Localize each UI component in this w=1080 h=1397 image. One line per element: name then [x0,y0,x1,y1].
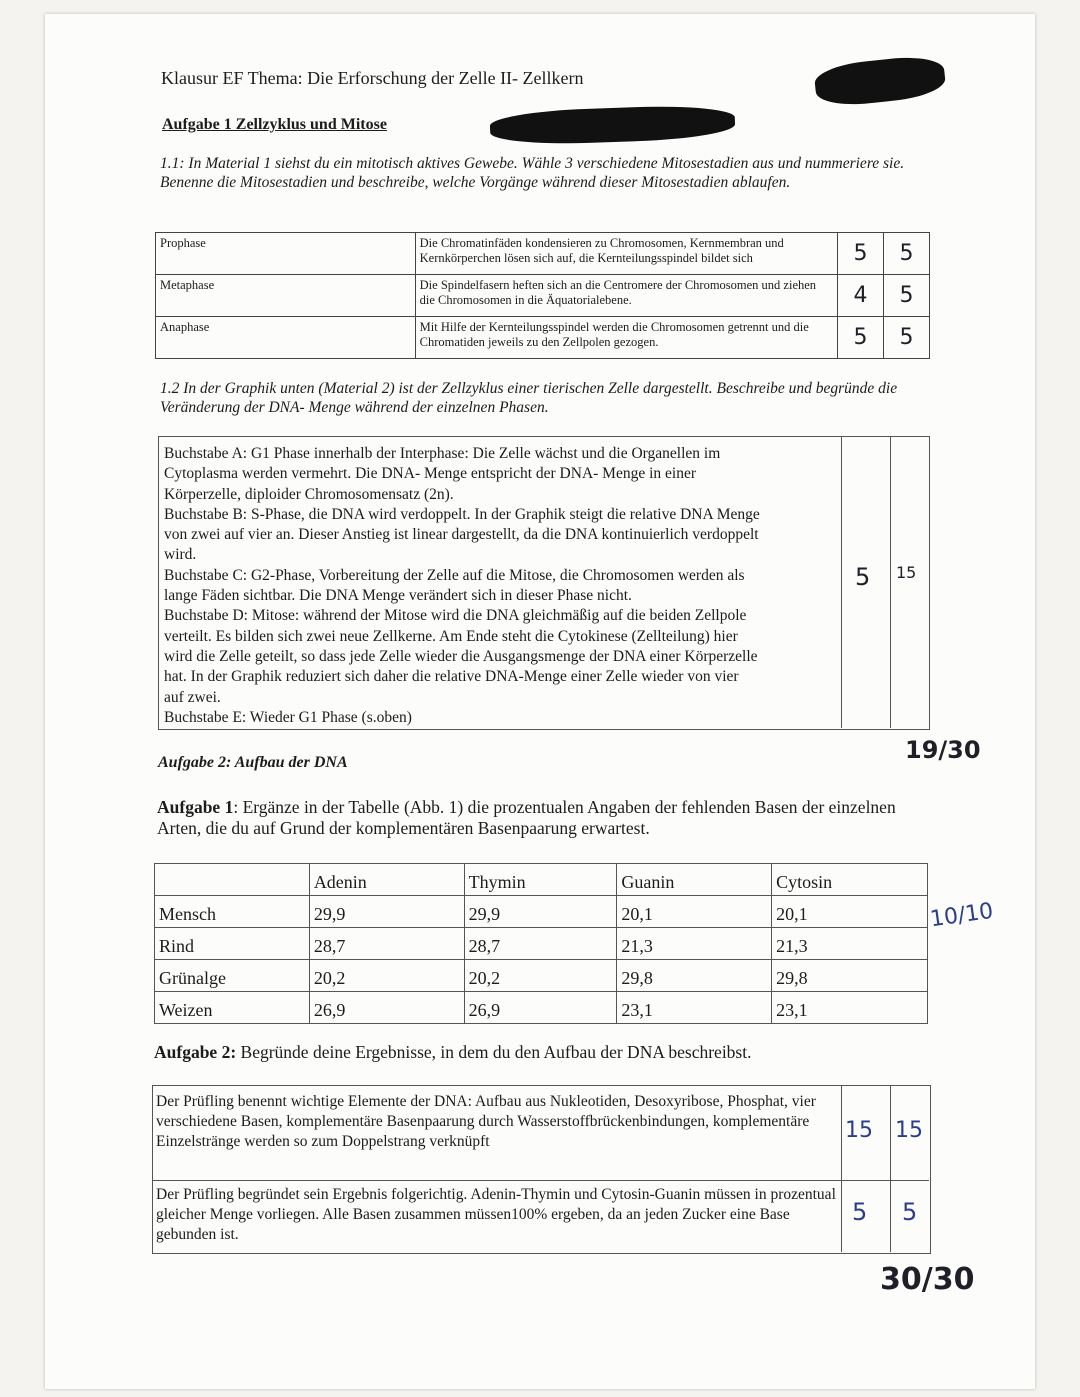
table-row [156,275,930,317]
score: 4 [838,275,884,317]
answer-max-score: 15 [896,563,917,582]
criterion-max-score: 15 [895,1118,923,1143]
species-cell: Weizen [155,992,310,1024]
table-score: 10/10 [928,898,995,933]
criteria-box-divider [890,1085,891,1252]
value-cell: 28,7 [464,928,617,960]
answer-line: lange Fäden sichtbar. Die DNA Menge verändert sich in dieser Phase nicht. [164,587,632,605]
criterion-score: 5 [852,1198,868,1226]
criteria-box-divider [841,1085,842,1252]
column-header: Thymin [464,864,617,896]
phase-description: Mit Hilfe der Kernteilungsspindel werden die Chromosomen getrennt und die Chromatiden jeweils zu den Zellpolen gezogen. [415,317,837,359]
score: 5 [838,233,884,275]
column-header: Cytosin [772,864,928,896]
aufgabe2-total-score: 30/30 [880,1262,975,1297]
answer-text [164,444,844,728]
criteria-row-divider [152,1180,929,1181]
answer-line: hat. In der Graphik reduziert sich daher die relative DNA-Menge einer Zelle wieder von vier [164,668,739,686]
answer-line: wird die Zelle geteilt, so dass jede Zelle wieder die Ausgangsmenge der DNA einer Körperzelle [164,647,758,665]
species-cell: Grünalge [155,960,310,992]
aufgabe1-heading: Aufgabe 1 Zellzyklus und Mitose [162,116,387,133]
value-cell: 23,1 [772,992,928,1024]
aufgabe2-heading: Aufgabe 2: Aufbau der DNA [158,754,348,771]
table-header-row [155,864,928,896]
value-cell: 26,9 [464,992,617,1024]
answer-line: Buchstabe A: G1 Phase innerhalb der Interphase: Die Zelle wächst und die Organellen im [164,445,721,462]
value-cell: 21,3 [772,928,928,960]
column-header: Guanin [617,864,772,896]
answer-line: Cytoplasma werden vermehrt. Die DNA- Menge entspricht der DNA- Menge in einer [164,465,697,483]
phase-description: Die Spindelfasern heften sich an die Centromere der Chromosomen und ziehen die Chromosomen in die Äquatorialebene. [415,275,837,317]
max-score: 5 [884,233,930,275]
aufgabe2-sub1-text [157,797,917,839]
phase-name: Prophase [156,233,416,275]
value-cell: 26,9 [309,992,464,1024]
column-header [155,864,310,896]
value-cell: 28,7 [309,928,464,960]
column-header: Adenin [309,864,464,896]
value-cell: 23,1 [617,992,772,1024]
value-cell: 29,9 [464,896,617,928]
table-row [156,233,930,275]
value-cell: 21,3 [617,928,772,960]
sub2-label: Aufgabe 2: [154,1042,237,1062]
answer-box-divider [890,436,891,728]
answer-line: verteilt. Es bilden sich zwei neue Zellkerne. Am Ende steht die Cytokinese (Zellteilung) hier [164,627,738,645]
sub1-text: : Ergänze in der Tabelle (Abb. 1) die prozentualen Angaben der fehlenden Basen der einzelnen Arten, die du auf Grund der komplementären Basenpaarung erwartest. [157,797,896,838]
answer-line: Buchstabe B: S-Phase, die DNA wird verdoppelt. In der Graphik steigt die relative DNA Menge [164,505,760,523]
phase-name: Metaphase [156,275,416,317]
value-cell: 20,2 [309,960,464,992]
criterion-text: Der Prüfling benennt wichtige Elemente der DNA: Aufbau aus Nukleotiden, Desoxyribose, Phosphat, vier verschiedene Basen, komplementäre Basenpaarung durch Wasserstoffbrückenbindungen, komplementäre Einzelstränge werden so zum Doppelstrang verknüpft [156,1093,816,1150]
table-row [155,960,928,992]
page-title: Klausur EF Thema: Die Erforschung der Zelle II- Zellkern [161,68,584,88]
sub2-text: Begründe deine Ergebnisse, in dem du den Aufbau der DNA beschreibst. [236,1042,752,1062]
mitosis-table [155,232,930,359]
table-row [156,317,930,359]
score: 5 [838,317,884,359]
task-1-1-text: 1.1: In Material 1 siehst du ein mitotisch aktives Gewebe. Wähle 3 verschiedene Mitosestadien aus und nummeriere sie. Benenne die Mitosestadien und beschreibe, welche Vorgänge während dieser Mitosestadien ablaufen. [160,155,905,191]
species-cell: Mensch [155,896,310,928]
criterion-max-score: 5 [902,1198,918,1226]
value-cell: 20,1 [617,896,772,928]
value-cell: 20,1 [772,896,928,928]
answer-line: auf zwei. [164,688,221,706]
max-score: 5 [884,317,930,359]
phase-name: Anaphase [156,317,416,359]
task-1-2-text: 1.2 In der Graphik unten (Material 2) ist der Zellzyklus einer tierischen Zelle dargestellt. Beschreibe und begründe die Veränderung der DNA- Menge während der einzelnen Phasen. [160,380,898,416]
value-cell: 29,8 [617,960,772,992]
table-row [155,928,928,960]
value-cell: 29,8 [772,960,928,992]
answer-line: von zwei auf vier an. Dieser Anstieg ist linear dargestellt, da die DNA kontinuierlich verdoppelt [164,526,759,544]
table-row [155,896,928,928]
max-score: 5 [884,275,930,317]
answer-line: Körperzelle, diploider Chromosomensatz (2n). [164,485,454,503]
answer-line: Buchstabe E: Wieder G1 Phase (s.oben) [164,708,412,726]
answer-score: 5 [855,563,871,591]
criterion-text: Der Prüfling begründet sein Ergebnis folgerichtig. Adenin-Thymin und Cytosin-Guanin müssen in prozentual gleicher Menge vorliegen. Alle Basen zusammen müssen100% ergeben, da an jeden Zucker eine Base gebunden ist. [156,1186,836,1243]
answer-line: Buchstabe D: Mitose: während der Mitose wird die DNA gleichmäßig auf die beiden Zellpole [164,607,747,625]
aufgabe1-total-score: 19/30 [905,736,981,764]
value-cell: 29,9 [309,896,464,928]
species-cell: Rind [155,928,310,960]
table-row [155,992,928,1024]
base-table [154,863,928,1024]
answer-line: wird. [164,546,197,564]
phase-description: Die Chromatinfäden kondensieren zu Chromosomen, Kernmembran und Kernkörperchen lösen sich auf, die Kernteilungsspindel bildet sich [415,233,837,275]
criterion-score: 15 [845,1118,873,1143]
sub1-label: Aufgabe 1 [157,797,234,817]
aufgabe2-sub2-text [154,1042,751,1063]
value-cell: 20,2 [464,960,617,992]
answer-line: Buchstabe C: G2-Phase, Vorbereitung der Zelle auf die Mitose, die Chromosomen werden als [164,566,745,584]
